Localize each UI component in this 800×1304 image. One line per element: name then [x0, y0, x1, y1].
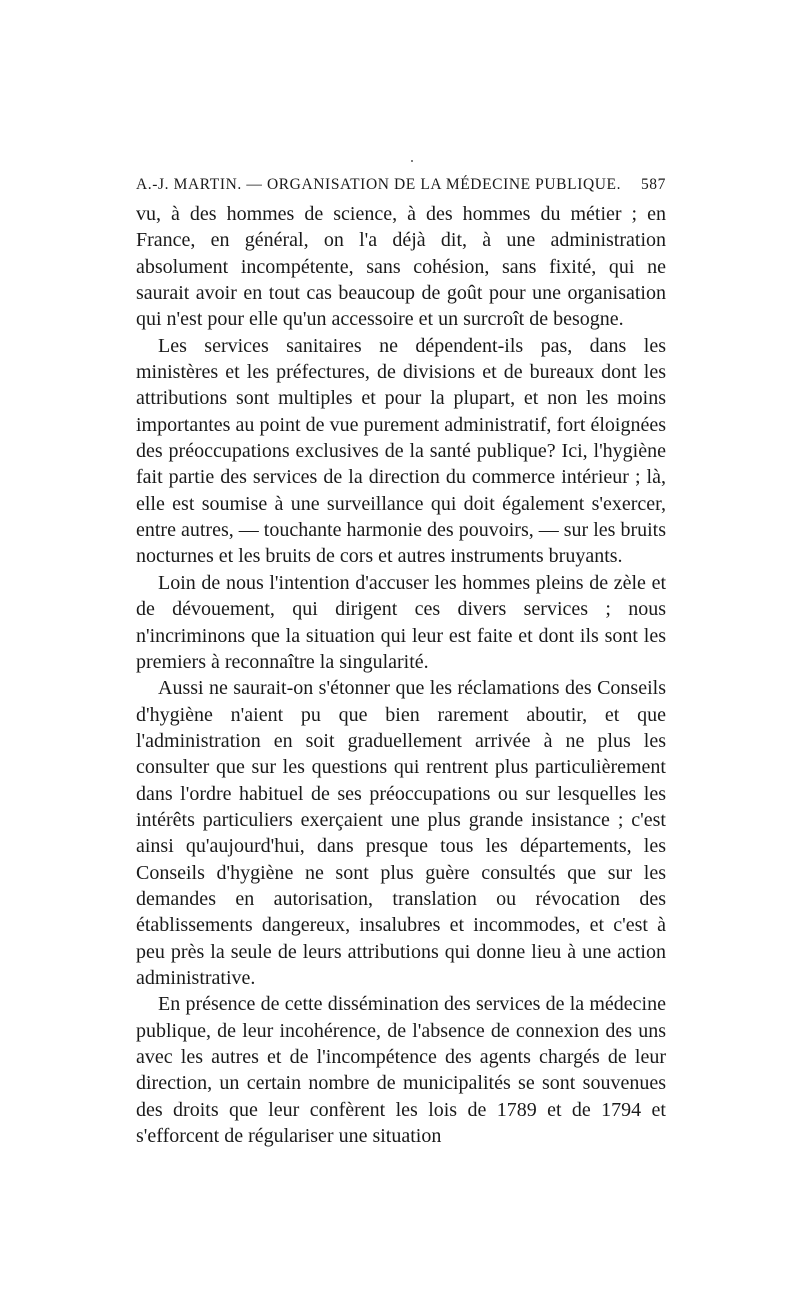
paragraph: Loin de nous l'intention d'accuser les hommes pleins de zèle et de dévouement, qui dirigent ces divers services ; nous n'incriminons que la situation qui leur est faite et dont ils sont les premiers à reconnaître la singularité.	[136, 571, 666, 673]
paragraph: Les services sanitaires ne dépendent-ils pas, dans les ministères et les préfectures, de divisions et de bureaux dont les attributions sont multiples et pour la plupart, et non les moins importantes au point de vue purement administratif, fort éloignées des préoccupations exclusives de la santé publique? Ici, l'hygiène fait partie des services de la direction du commerce intérieur ; là, elle est soumise à une surveillance qui doit également s'exercer, entre autres, — touchante harmonie des pouvoirs, — sur les bruits nocturnes et les bruits de cors et autres instruments bruyants.	[136, 334, 666, 568]
running-head	[136, 176, 666, 196]
paragraph: En présence de cette dissémination des services de la médecine publique, de leur incohérence, de l'absence de connexion des uns avec les autres et de l'incompétence des agents chargés de leur direction, un certain nombre de municipalités se sont souvenues des droits que leur confèrent les lois de 1789 et de 1794 et s'efforcent de régulariser une situation	[136, 993, 666, 1148]
page-number: 587	[640, 176, 666, 193]
body-text	[136, 201, 666, 1149]
paragraph: Aussi ne saurait-on s'étonner que les réclamations des Conseils d'hygiène n'aient pu que bien rarement aboutir, et que l'administration en soit graduellement arrivée à ne plus les consulter que sur les questions qui rentrent plus particulièrement dans l'ordre habituel de ses préoccupations ou sur lesquelles les intérêts particuliers exerçaient une plus grande insistance ; c'est ainsi qu'aujourd'hui, dans presque tous les départements, les Conseils d'hygiène ne sont plus guère consultés que sur les demandes en autorisation, translation ou révocation des établissements dangereux, insalubres et incommodes, et c'est à peu près la seule de leurs attributions qui donne lieu à une action administrative.	[136, 677, 666, 989]
paragraph: vu, à des hommes de science, à des hommes du métier ; en France, en général, on l'a déjà dit, à une administration absolument incompétente, sans cohésion, sans fixité, qui ne saurait avoir en tout cas beaucoup de goût pour une organisation qui n'est pour elle qu'un accessoire et un surcroît de besogne.	[136, 203, 666, 331]
running-title: A.-J. MARTIN. — ORGANISATION DE LA MÉDECINE PUBLIQUE.	[136, 176, 622, 193]
ink-speck	[411, 160, 413, 162]
